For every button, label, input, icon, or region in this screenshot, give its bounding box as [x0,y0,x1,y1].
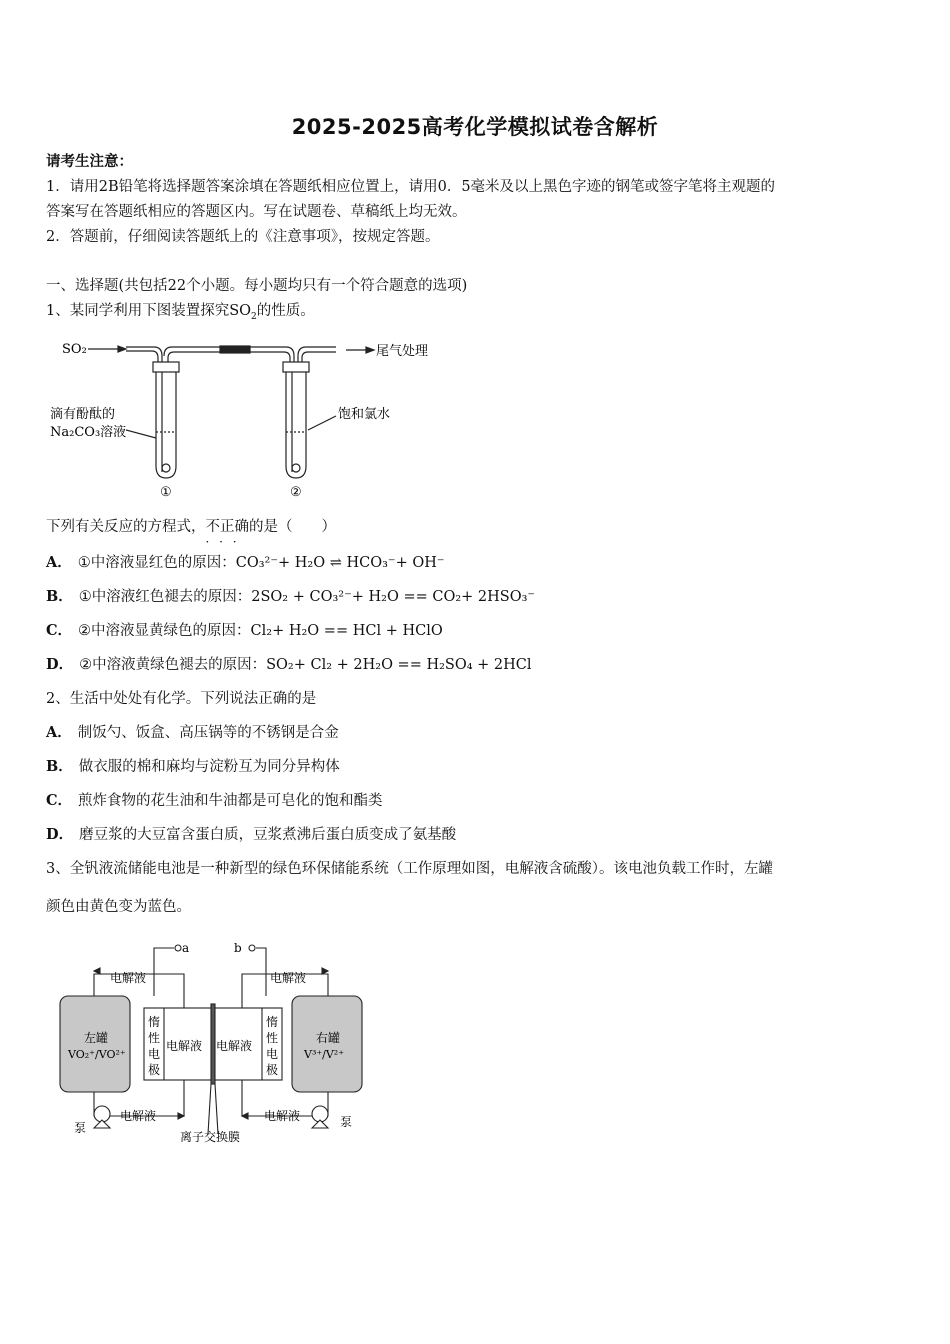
left-tank-label: 左罐 [84,1031,109,1045]
right-electrode-char-3: 电 [266,1047,279,1061]
flow-battery-figure [58,938,378,1148]
right-pump-label: 泵 [340,1115,353,1129]
right-electrode-char-4: 极 [266,1063,279,1077]
terminal-b-label: b [234,941,242,955]
left-solution-label-2: Na₂CO₃溶液 [50,425,127,440]
left-electrode-char-3: 电 [148,1047,161,1061]
question-2-option-d: D． 磨豆浆的大豆富含蛋白质，豆浆煮沸后蛋白质变成了氨基酸 [46,826,457,843]
question-1-option-b: B． ①中溶液红色褪去的原因：2SO₂ + CO₃²⁻+ H₂O == CO₂+ 2HSO₃⁻ [46,588,536,605]
right-tank-label: 右罐 [316,1031,341,1045]
right-cell-electrolyte-label: 电解液 [216,1039,253,1053]
bottom-right-electrolyte-label: 电解液 [264,1109,301,1123]
question-2-stem: 2、生活中处处有化学。下列说法正确的是 [46,691,317,707]
notice-item-1-line-2: 答案写在答题纸相应的答题区内。写在试题卷、草稿纸上均无效。 [46,204,467,220]
left-solution-label-1: 滴有酚酞的 [50,407,116,422]
notice-item-1-line-1: 1．请用2B铅笔将选择题答案涂填在答题纸相应位置上，请用0．5毫米及以上黑色字迹的钢笔或签字笔将主观题的 [46,179,776,195]
question-2-option-b: B． 做衣服的棉和麻均与淀粉互为同分异构体 [46,758,340,775]
notice-item-2: 2．答题前，仔细阅读答题纸上的《注意事项》，按规定答题。 [46,229,440,245]
question-2-option-c: C． 煎炸食物的花生油和牛油都是可皂化的饱和酯类 [46,792,383,809]
tube-1-label: ① [160,485,172,500]
right-electrode-char-2: 性 [266,1031,279,1045]
question-1-option-d: D． ②中溶液黄绿色褪去的原因：SO₂+ Cl₂ + 2H₂O == H₂SO₄ + 2HCl [46,656,532,673]
notice-heading: 请考生注意： [46,153,133,170]
left-electrode-char-2: 性 [148,1031,161,1045]
left-electrode-char-4: 极 [148,1063,161,1077]
question-2-option-a: A． 制饭勺、饭盒、高压锅等的不锈钢是合金 [46,724,339,741]
tail-gas-label: 尾气处理 [376,344,429,359]
so2-label: SO₂ [62,342,87,357]
question-1-stem: 1、某同学利用下图装置探究$SO_2$的性质。 [46,303,315,322]
membrane-label: 离子交换膜 [180,1130,241,1144]
question-1-option-a: A． ①中溶液显红色的原因：CO₃²⁻+ H₂O ⇌ HCO₃⁻+ OH⁻ [46,554,445,571]
right-electrode-char-1: 惰 [266,1015,279,1029]
tube-2-label: ② [290,485,302,500]
left-pump-label: 泵 [74,1121,87,1135]
left-electrode-char-1: 惰 [148,1015,161,1029]
page-title: 2025-2025高考化学模拟试卷含解析 [291,115,659,139]
bottom-left-electrolyte-label: 电解液 [120,1109,157,1123]
question-3-stem-line-2: 颜色由黄色变为蓝色。 [46,899,191,915]
question-1-prompt: 下列有关反应的方程式，不正确 · · ·的是（ ） [46,517,906,537]
top-right-electrolyte-label: 电解液 [270,971,307,985]
terminal-a-label: a [182,941,190,955]
question-1-option-c: C． ②中溶液显黄绿色的原因：Cl₂+ H₂O == HCl + HClO [46,622,443,639]
so2-apparatus-figure [46,334,446,504]
section-heading: 一、选择题(共包括22个小题。每小题均只有一个符合题意的选项) [46,278,468,294]
left-cell-electrolyte-label: 电解液 [166,1039,203,1053]
right-solution-label: 饱和氯水 [338,407,391,422]
question-3-stem-line-1: 3、全钒液流储能电池是一种新型的绿色环保储能系统（工作原理如图，电解液含硫酸）。该电池负载工作时，左罐 [46,861,773,877]
left-tank-species: VO₂⁺/VO²⁺ [68,1048,126,1061]
right-tank-species: V³⁺/V²⁺ [304,1048,345,1061]
top-left-electrolyte-label: 电解液 [110,971,147,985]
